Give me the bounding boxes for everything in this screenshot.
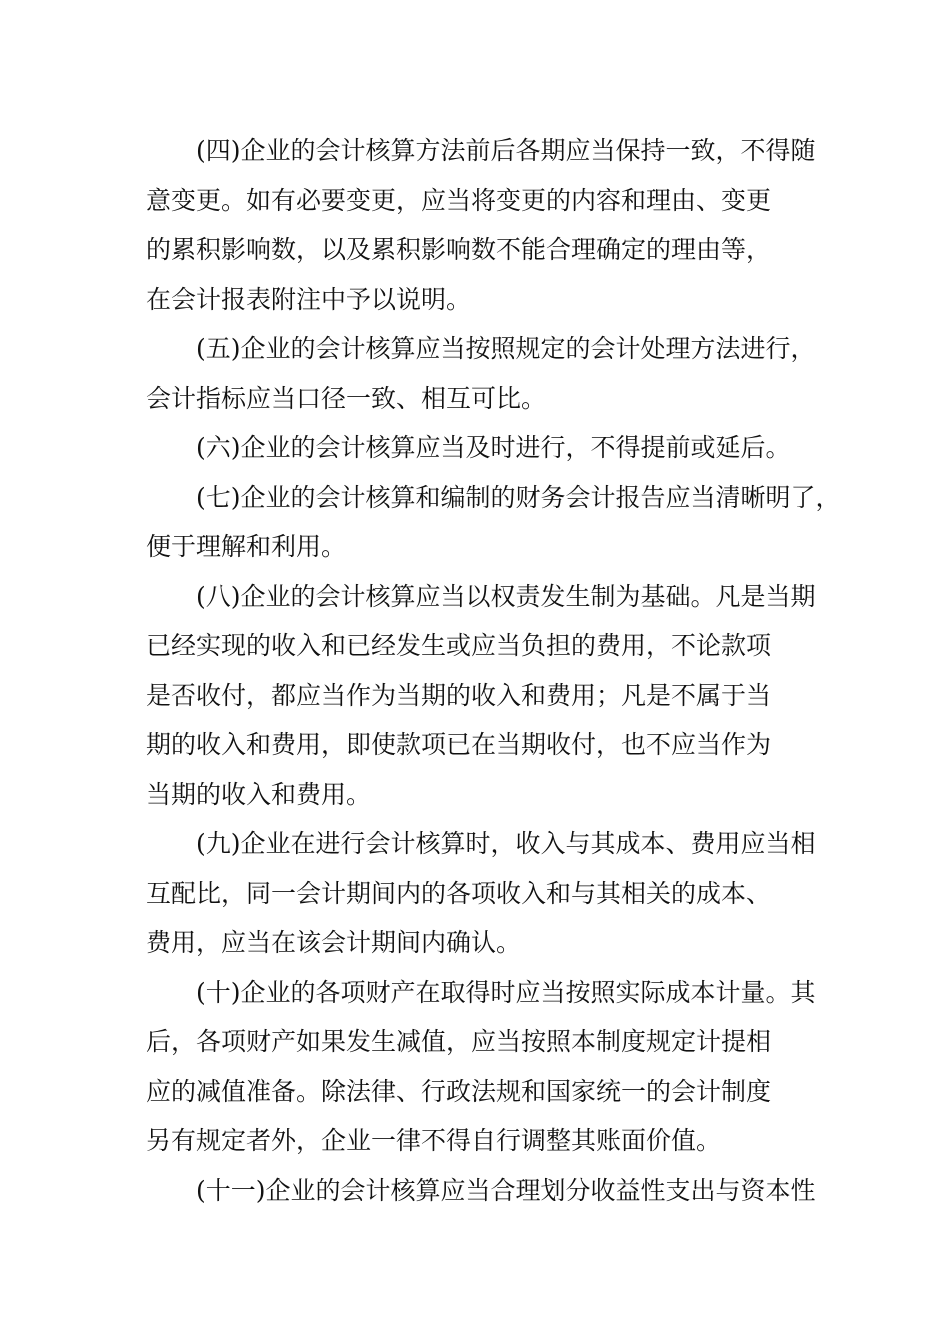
text-line: (五)企业的会计核算应当按照规定的会计处理方法进行， (196, 334, 816, 363)
text-line: 在会计报表附注中予以说明。 (146, 284, 472, 314)
text-line: 的累积影响数，以及累积影响数不能合理确定的理由等， (146, 235, 772, 264)
paragraph-item-4 (146, 126, 826, 324)
text-line: (七)企业的会计核算和编制的财务会计报告应当清晰明了， (196, 482, 841, 512)
paragraph-item-6 (146, 423, 826, 473)
text-line: 会计指标应当口径一致、相互可比。 (146, 383, 547, 413)
paragraph-item-5 (146, 324, 826, 423)
text-line: 互配比，同一会计期间内的各项收入和与其相关的成本、 (146, 878, 772, 908)
text-line: 后，各项财产如果发生减值，应当按照本制度规定计提相 (146, 1027, 772, 1056)
paragraph-item-10 (146, 968, 826, 1166)
paragraph-item-9 (146, 819, 826, 968)
text-line: (十)企业的各项财产在取得时应当按照实际成本计量。其 (196, 977, 816, 1007)
paragraph-item-8 (146, 572, 826, 820)
paragraph-item-11 (146, 1166, 826, 1216)
paragraph-item-7 (146, 473, 841, 572)
document-body (146, 126, 841, 1215)
text-line: 费用，应当在该会计期间内确认。 (146, 928, 522, 957)
text-line: (四)企业的会计核算方法前后各期应当保持一致，不得随 (196, 136, 816, 165)
text-line: (六)企业的会计核算应当及时进行，不得提前或延后。 (196, 433, 791, 462)
text-line: 便于理解和利用。 (146, 532, 347, 561)
text-line: (八)企业的会计核算应当以权责发生制为基础。凡是当期 (196, 581, 816, 611)
text-line: (十一)企业的会计核算应当合理划分收益性支出与资本性 (196, 1175, 816, 1205)
text-line: 意变更。如有必要变更，应当将变更的内容和理由、变更 (146, 185, 772, 215)
text-line: 期的收入和费用，即使款项已在当期收付，也不应当作为 (146, 730, 772, 759)
text-line: 已经实现的收入和已经发生或应当负担的费用，不论款项 (146, 631, 772, 660)
text-line: (九)企业在进行会计核算时，收入与其成本、费用应当相 (196, 829, 816, 858)
text-line: 另有规定者外，企业一律不得自行调整其账面价值。 (146, 1126, 722, 1155)
text-line: 应的减值准备。除法律、行政法规和国家统一的会计制度 (146, 1076, 772, 1106)
text-line: 当期的收入和费用。 (146, 779, 372, 809)
text-line: 是否收付，都应当作为当期的收入和费用；凡是不属于当 (146, 680, 772, 710)
